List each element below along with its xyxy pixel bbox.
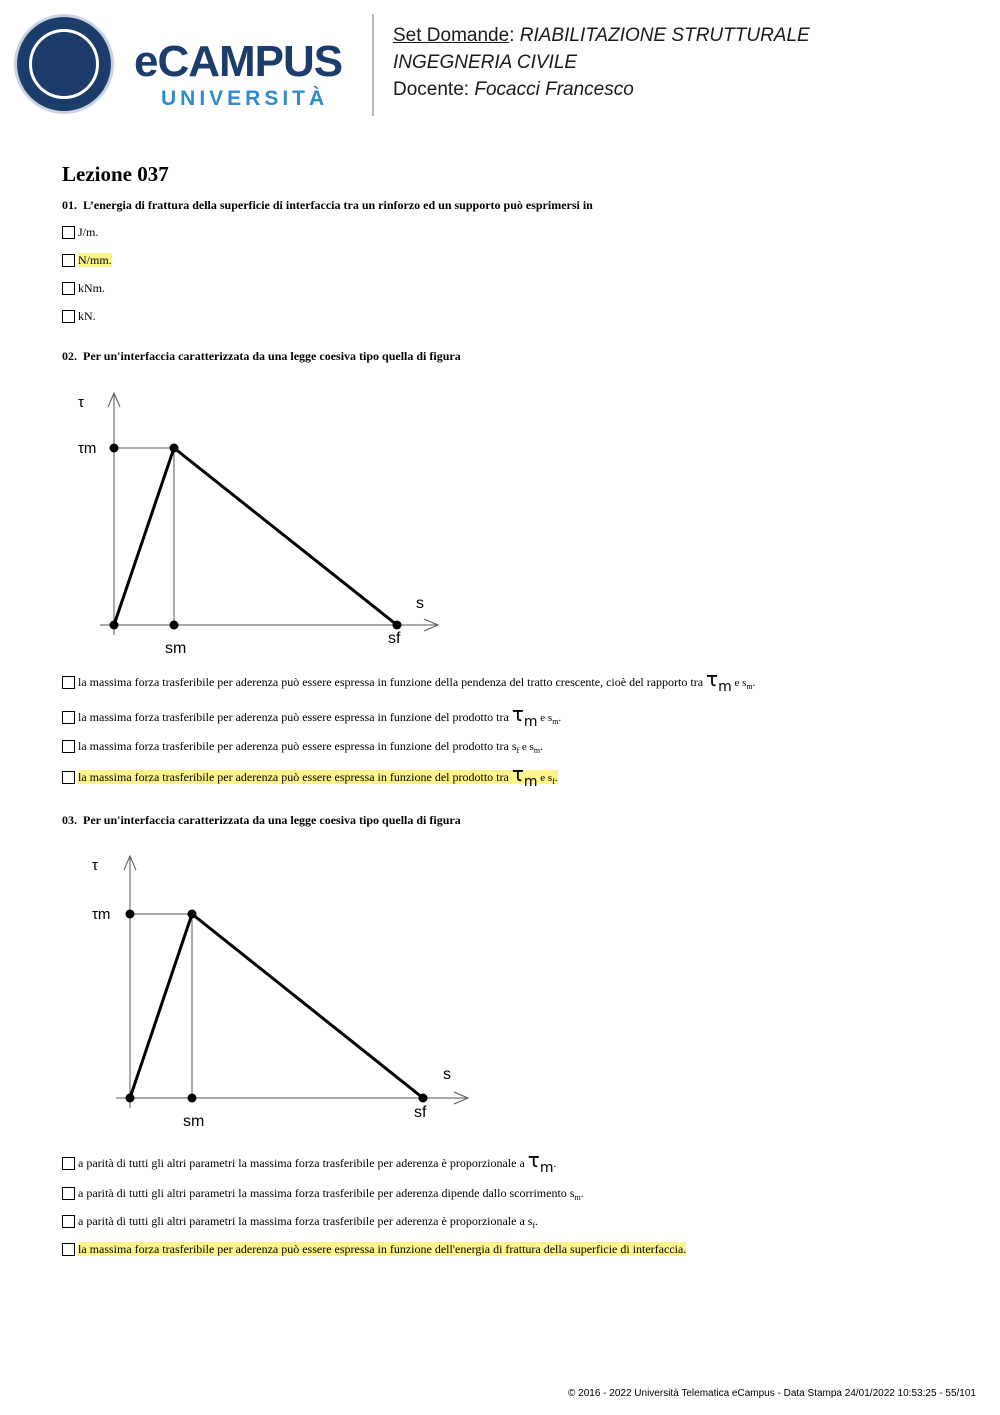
answer-option[interactable]: a parità di tutti gli altri parametri la massima forza trasferibile per aderenza dipende dallo scorrimento $s_m$. [62,1185,583,1201]
question-text: Per un'interfaccia caratterizzata da una legge coesiva tipo quella di figura [83,349,461,363]
answer-text: la massima forza trasferibile per aderenza può essere espressa in funzione dell'energia di frattura della superficie di interfaccia. [78,1242,687,1256]
s-f-point [419,1094,428,1103]
s-f-label: sf [414,1104,427,1121]
tau-m-symbol: $\tau_m$ [527,1148,554,1176]
answer-text: N/mm. [78,253,112,267]
set-title-line2: INGEGNERIA CIVILE [393,52,578,73]
question-text: L’energia di frattura della superficie di interfaccia tra un rinforzo ed un supporto può esprimersi in [83,198,593,212]
tau-axis-label: τ [92,857,98,874]
answer-checkbox[interactable] [62,282,75,295]
answer-text-highlight: la massima forza trasferibile per aderenza può essere espressa in funzione del prodotto tra $\tau_m$ e $s_f$. [78,762,558,790]
tau-m-label: τm [92,906,111,923]
answer-checkbox[interactable] [62,676,75,689]
s-f-point [393,621,402,630]
answer-option-correct[interactable] [62,762,558,790]
cohesive-law-curve [130,914,423,1098]
s-f-label: sf [388,630,401,647]
ecampus-emblem-icon [14,14,114,114]
tau-m-point [126,910,135,919]
tau-m-symbol: $\tau_m$ [511,762,538,790]
header-divider [372,14,374,116]
set-title-line1: RIABILITAZIONE STRUTTURALE [519,25,810,46]
question-number: 03. [62,813,77,827]
answer-checkbox[interactable] [62,711,75,724]
tau-m-point [110,444,119,453]
set-label: Set Domande [393,25,510,46]
answer-text: la massima forza trasferibile per aderenza può essere espressa in funzione del prodotto tra [78,709,509,724]
answer-option[interactable]: la massima forza trasferibile per aderenza può essere espressa in funzione della pendenza del tratto crescente, cioè del rapporto tra $\tau_m$ e $s_m$. [62,671,755,687]
answer-checkbox[interactable] [62,1215,75,1228]
cohesive-law-curve [114,448,397,625]
answer-option-correct[interactable] [62,1241,686,1257]
s-m-label: sm [183,1113,205,1130]
answer-option[interactable]: a parità di tutti gli altri parametri la massima forza trasferibile per aderenza è proporzionale a $\tau_m$. [62,1152,556,1168]
logo-wordmark: eCAMPUS [134,37,343,86]
answer-option[interactable]: a parità di tutti gli altri parametri la massima forza trasferibile per aderenza è proporzionale a $s_f$. [62,1213,538,1229]
tau-m-label: τm [78,440,97,457]
answer-checkbox[interactable] [62,226,75,239]
answer-option[interactable]: la massima forza trasferibile per aderenza può essere espressa in funzione del prodotto tra $s_f$ e $s_m$. [62,738,543,754]
answer-text: la massima forza trasferibile per aderenza può essere espressa in funzione della pendenza del tratto crescente, cioè del rapporto tra [78,674,704,689]
answer-checkbox[interactable] [62,254,75,267]
s-m-label: sm [165,640,187,657]
origin-point [110,621,119,630]
question-text: Per un'interfaccia caratterizzata da una legge coesiva tipo quella di figura [83,813,461,827]
answer-option[interactable] [62,280,105,296]
answer-text: a parità di tutti gli altri parametri la massima forza trasferibile per aderenza dipende dallo scorrimento s [78,1186,575,1200]
teacher-name: Focacci Francesco [474,79,634,100]
page-footer: © 2016 - 2022 Università Telematica eCampus - Data Stampa 24/01/2022 10:53:25 - 55/101 [568,1388,976,1399]
ecampus-logo [14,14,374,118]
teacher-label: Docente [393,79,464,100]
s-axis-label: s [443,1066,451,1083]
cohesive-law-figure [86,850,486,1140]
question-01 [62,198,593,213]
answer-option-correct[interactable] [62,252,112,268]
origin-point [126,1094,135,1103]
answer-checkbox[interactable] [62,1187,75,1200]
answer-text: a parità di tutti gli altri parametri la massima forza trasferibile per aderenza è proporzionale a s [78,1214,533,1228]
answer-checkbox[interactable] [62,1243,75,1256]
answer-option[interactable]: la massima forza trasferibile per aderenza può essere espressa in funzione del prodotto tra $\tau_m$ e $s_m$. [62,706,561,722]
answer-checkbox[interactable] [62,740,75,753]
answer-text: la massima forza trasferibile per aderenza può essere espressa in funzione del prodotto tra s [78,739,517,753]
answer-checkbox[interactable] [62,771,75,784]
peak-point [188,910,197,919]
answer-text: kN. [78,309,96,323]
question-number: 01. [62,198,77,212]
answer-option[interactable] [62,308,96,324]
lesson-title: Lezione 037 [62,162,169,186]
question-03 [62,813,461,828]
tau-m-symbol: $\tau_m$ [706,667,732,695]
answer-text: J/m. [78,225,99,239]
question-number: 02. [62,349,77,363]
header-info: Set Domande: RIABILITAZIONE STRUTTURALE INGEGNERIA CIVILE Docente: Focacci Francesco [393,25,810,100]
s-axis-label: s [416,595,424,612]
answer-checkbox[interactable] [62,1157,75,1170]
s-m-point [188,1094,197,1103]
peak-point [170,444,179,453]
answer-checkbox[interactable] [62,310,75,323]
tau-axis-label: τ [78,394,84,411]
question-02 [62,349,461,364]
answer-text: kNm. [78,281,105,295]
cohesive-law-figure [70,385,460,665]
answer-option[interactable] [62,224,98,240]
logo-subtitle: UNIVERSITÀ [161,87,329,110]
tau-m-symbol: $\tau_m$ [511,702,538,730]
answer-text: a parità di tutti gli altri parametri la massima forza trasferibile per aderenza è proporzionale a [78,1155,525,1170]
s-m-point [170,621,179,630]
